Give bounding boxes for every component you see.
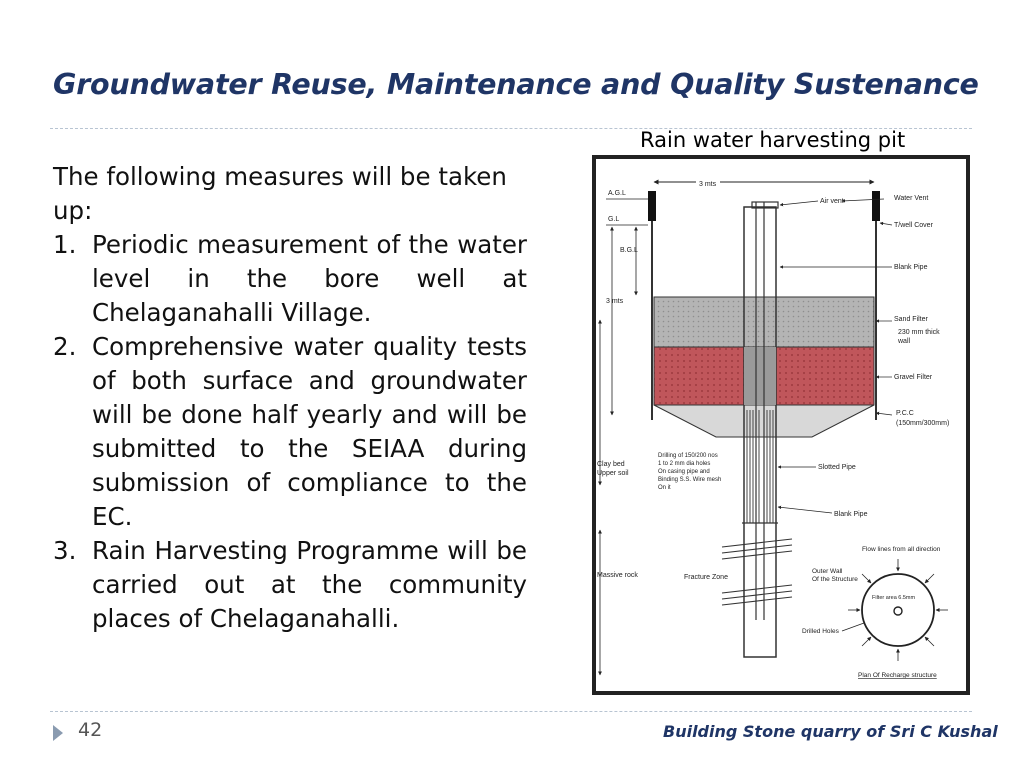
- blank-pipe-top-label: Blank Pipe: [894, 264, 928, 271]
- gl-label: G.L: [608, 216, 620, 223]
- measure-item: [53, 534, 527, 636]
- filter-area-label: Filter area 6.5mm: [872, 595, 916, 601]
- measure-number: 3.: [53, 536, 77, 565]
- massive-rock-label: Massive rock: [597, 572, 638, 579]
- side-dim-label: 3 mts: [606, 298, 624, 305]
- drilling-note-5: On it: [658, 485, 671, 491]
- bottom-divider: [50, 711, 972, 712]
- air-vent-label: Air vent: [820, 198, 844, 205]
- flow-lines-label: Flow lines from all direction: [862, 546, 941, 553]
- bgl-label: B.G.L: [620, 247, 638, 254]
- top-dim-label: 3 mts: [699, 181, 717, 188]
- measure-text: Rain Harvesting Programme will be carried out at the community places of Chelaganahalli.: [92, 536, 527, 633]
- plan-circle: [862, 574, 934, 646]
- pcc-size-label: (150mm/300mm): [896, 420, 950, 427]
- wall-label: wall: [898, 338, 911, 345]
- measures-text: [53, 160, 527, 636]
- drilling-note-2: 1 to 2 mm dia holes: [658, 461, 711, 467]
- drilling-note-3: On casing pipe and: [658, 469, 710, 475]
- measure-item: [53, 228, 527, 330]
- measures-list: [53, 228, 527, 636]
- wall-thickness-label: 230 mm thick: [898, 329, 940, 336]
- outer-wall-label: Outer Wall: [812, 568, 843, 575]
- clay-bed-label: Clay bed: [597, 461, 625, 468]
- pipe-through-gravel: [744, 347, 776, 405]
- footer-text: Building Stone quarry of Sri C Kushal: [663, 722, 998, 741]
- diagram-caption: Rain water harvesting pit: [640, 128, 906, 152]
- tiwell-cover-label: T/well Cover: [894, 222, 933, 229]
- fracture-zone-label: Fracture Zone: [684, 574, 728, 581]
- page-number: 42: [78, 719, 103, 741]
- pcc-label: P.C.C: [896, 410, 914, 417]
- sand-filter-label: Sand Filter: [894, 316, 928, 323]
- water-vent-label: Water Vent: [894, 195, 929, 202]
- drilling-note-4: Binding S.S. Wire mesh: [658, 477, 722, 483]
- right-wall-cap: [872, 191, 880, 221]
- drilled-holes-label: Drilled Holes: [802, 628, 839, 635]
- slotted-pipe-label: Slotted Pipe: [818, 464, 856, 471]
- intro-text: The following measures will be taken up:: [53, 162, 507, 225]
- measure-text: Periodic measurement of the water level in the bore well at Chelaganahalli Village.: [92, 230, 527, 327]
- measure-item: [53, 330, 527, 534]
- triangle-right-icon: [51, 722, 65, 744]
- measure-number: 1.: [53, 230, 77, 259]
- blank-pipe-bottom-label: Blank Pipe: [834, 511, 868, 518]
- upper-soil-label: Upper soil: [597, 470, 629, 477]
- drilling-note-1: Drilling of 150/200 nos: [658, 453, 718, 459]
- measure-text: Comprehensive water quality tests of both surface and groundwater will be done half yearly and will be submitted to the SEIAA during submission of compliance to the EC.: [92, 332, 527, 531]
- left-wall-cap: [648, 191, 656, 221]
- rainwater-pit-diagram: [592, 155, 970, 695]
- slide-title: Groundwater Reuse, Maintenance and Quality Sustenance: [53, 68, 979, 101]
- gravel-filter-label: Gravel Filter: [894, 374, 933, 381]
- plan-title: Plan Of Recharge structure: [858, 672, 937, 679]
- pit-diagram-svg: [592, 155, 970, 695]
- measure-number: 2.: [53, 332, 77, 361]
- agl-label: A.G.L: [608, 190, 626, 197]
- outer-wall-structure-label: Of the Structure: [812, 576, 858, 583]
